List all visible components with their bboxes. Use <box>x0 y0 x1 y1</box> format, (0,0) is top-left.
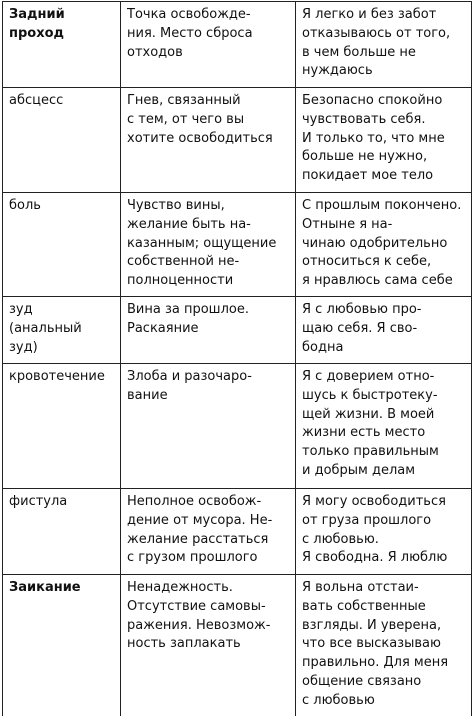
cause-cell: Чувство вины, желание быть на- казанным; ощущение собственной не- полноценности <box>121 193 296 297</box>
affirmation-cell: Я могу освободиться от груза прошлого с любовью. Я свободна. Я люблю <box>296 489 472 575</box>
document-page <box>2 1 471 716</box>
term-cell: кровотечение <box>3 364 121 489</box>
cause-cell: Злоба и разочаро- вание <box>121 364 296 489</box>
term-cell: фистула <box>3 489 121 575</box>
table-row <box>3 2 472 88</box>
table-row <box>3 297 472 364</box>
cause-cell: Неполное освобож- дение от мусора. Не- желание расстаться с грузом прошлого <box>121 489 296 575</box>
affirmation-cell: С прошлым покончено. Отныне я на- чинаю одобрительно относиться к себе, я нравлюсь сама себе <box>296 193 472 297</box>
affirmation-cell: Я с любовью про- щаю себя. Я сво- бодна <box>296 297 472 364</box>
cause-cell: Вина за прошлое. Раскаяние <box>121 297 296 364</box>
cause-cell: Гнев, связанный с тем, от чего вы хотите освободиться <box>121 88 296 193</box>
affirmation-cell: Безопасно спокойно чувствовать себя. И только то, что мне больше не нужно, покидает мое тело <box>296 88 472 193</box>
cause-cell: Точка освобожде- ния. Место сброса отходов <box>121 2 296 88</box>
term-cell: Задний проход <box>3 2 121 88</box>
table-row <box>3 193 472 297</box>
table-row <box>3 364 472 489</box>
affirmation-cell: Я вольна отстаи- вать собственные взгляды. И уверена, что все высказываю правильно. Для меня общение связано с любовью <box>296 575 472 717</box>
term-cell: Заикание <box>3 575 121 717</box>
table-row <box>3 88 472 193</box>
affirmation-cell: Я с доверием отно- шусь к быстротеку- щей жизни. В моей жизни есть место только правильным и добрым делам <box>296 364 472 489</box>
affirmation-cell: Я легко и без забот отказываюсь от того, в чем больше не нуждаюсь <box>296 2 472 88</box>
table-row <box>3 575 472 717</box>
symptom-table <box>2 1 472 717</box>
term-cell: зуд (анальный зуд) <box>3 297 121 364</box>
term-cell: боль <box>3 193 121 297</box>
term-cell: абсцесс <box>3 88 121 193</box>
cause-cell: Ненадежность. Отсутствие самовы- ражения. Невозмож- ность заплакать <box>121 575 296 717</box>
table-row <box>3 489 472 575</box>
